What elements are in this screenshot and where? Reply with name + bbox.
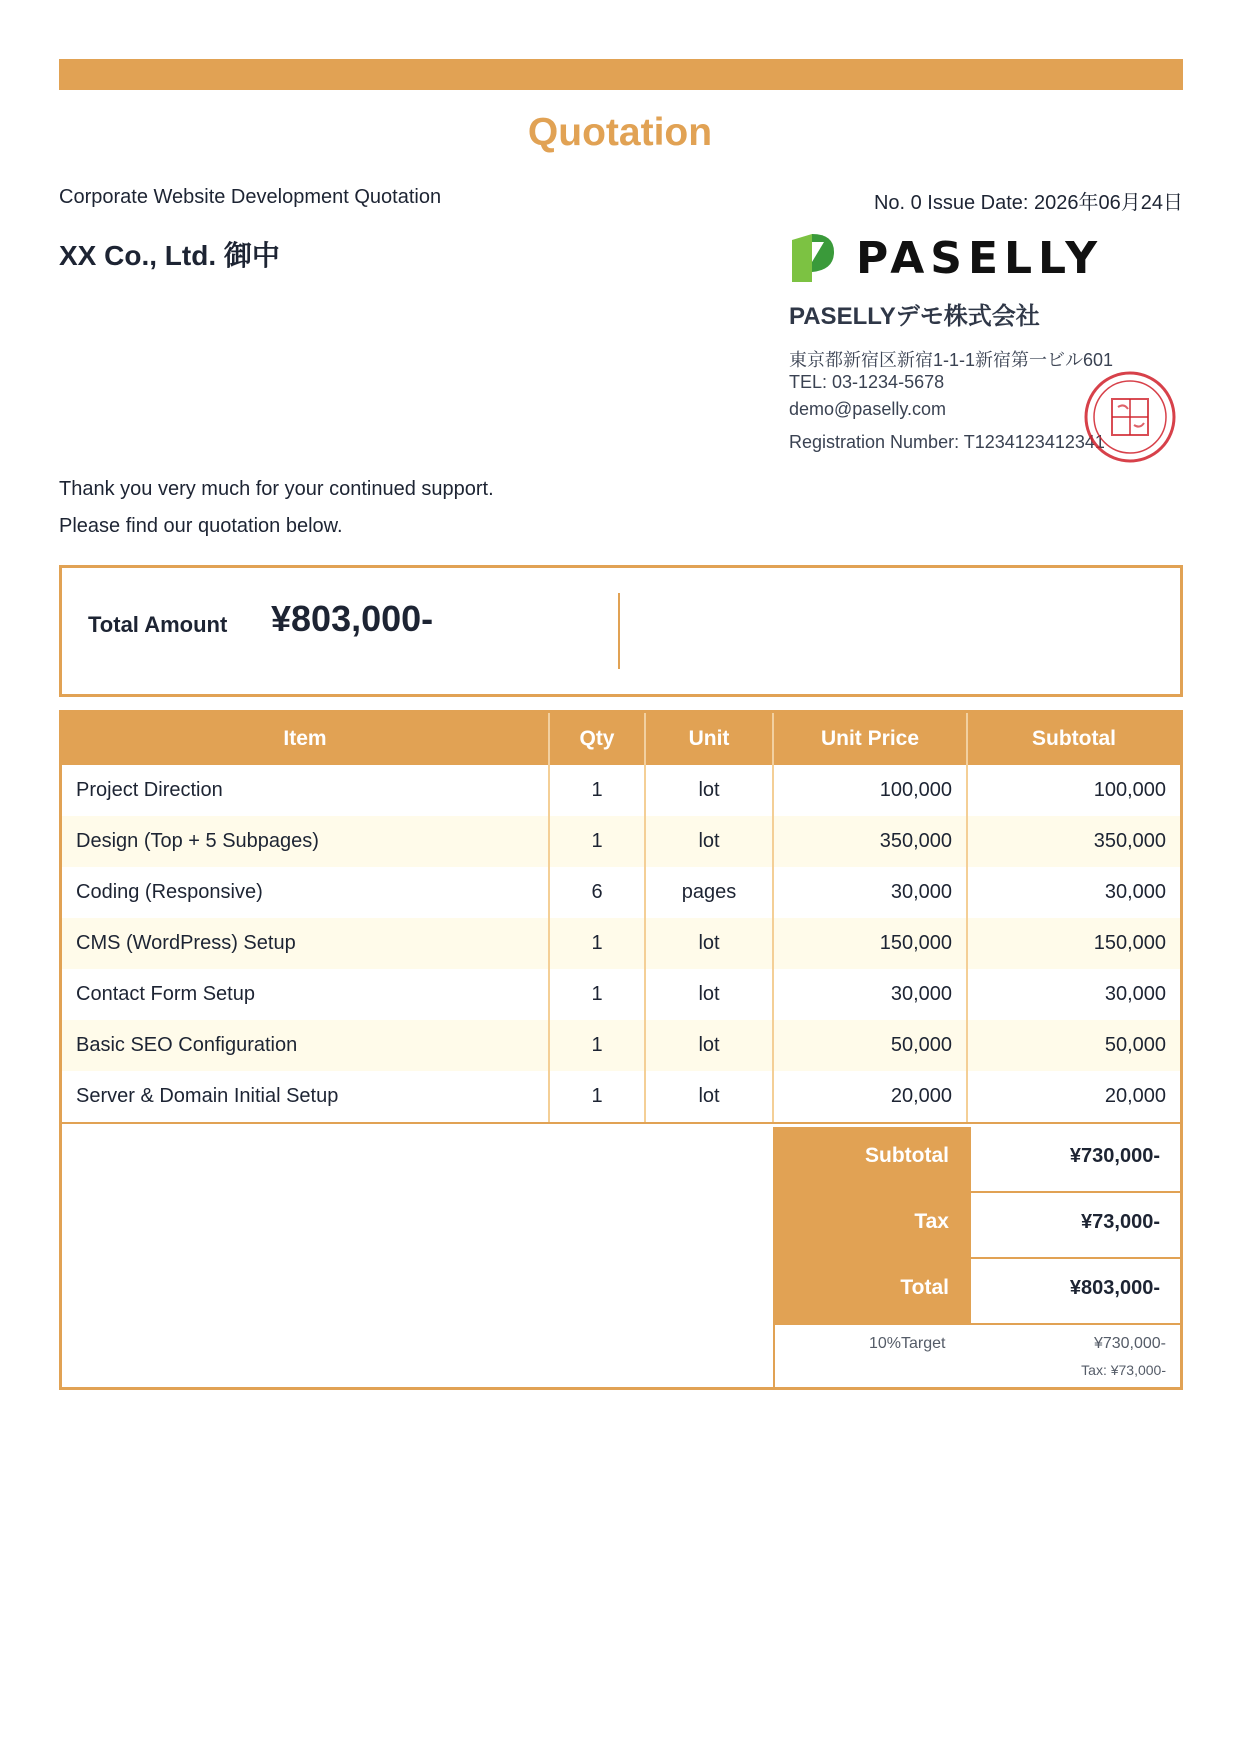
row-subtotal: 30,000 [1104, 881, 1166, 903]
company-logo [788, 232, 1103, 284]
row-unit-price: 30,000 [773, 969, 967, 1020]
items-table [62, 713, 1180, 1124]
row-qty: 1 [549, 1020, 645, 1071]
table-row [62, 1020, 1180, 1071]
table-row [62, 918, 1180, 969]
row-qty: 1 [549, 816, 645, 867]
row-qty: 1 [549, 1071, 645, 1123]
row-unit: lot [645, 1071, 773, 1123]
row-unit: lot [645, 918, 773, 969]
table-header-row [62, 713, 1180, 765]
row-subtotal: 50,000 [967, 1020, 1180, 1071]
logo-wordmark: PASELLY [856, 232, 1104, 284]
greeting-line-2: Please find our quotation below. [59, 515, 343, 537]
client-name: XX Co., Ltd. 御中 [59, 240, 280, 271]
document-title: Quotation [527, 111, 713, 154]
row-unit: lot [645, 1020, 773, 1071]
issue-info: No. 0 Issue Date: 2026年06月24日 [873, 192, 1183, 214]
row-unit-price: 100,000 [773, 765, 967, 816]
registration-number: Registration Number: T1234123412341 [789, 432, 1105, 452]
summary-total-value: ¥803,000- [969, 1259, 1180, 1325]
header-subtotal: Subtotal [967, 713, 1180, 765]
summary-tax-value: ¥73,000- [969, 1193, 1180, 1259]
row-item: CMS (WordPress) Setup [62, 918, 549, 969]
row-unit: lot [645, 816, 773, 867]
row-item: Server & Domain Initial Setup [62, 1071, 549, 1123]
row-unit-price: 20,000 [773, 1071, 967, 1123]
document-subject: Corporate Website Development Quotation [59, 186, 442, 208]
summary-subtotal-value: ¥730,000- [969, 1127, 1180, 1193]
row-subtotal: 100,000 [1093, 779, 1166, 801]
row-qty: 6 [549, 867, 645, 918]
summary-block [775, 1127, 1180, 1325]
row-subtotal: 350,000 [967, 816, 1180, 867]
row-item: Project Direction [62, 765, 549, 816]
summary-subtotal-label: Subtotal [775, 1127, 969, 1193]
top-accent-bar [59, 59, 1183, 90]
table-row [62, 867, 1180, 918]
total-box-divider [618, 593, 620, 669]
table-row [62, 765, 1180, 816]
row-unit-price: 350,000 [773, 816, 967, 867]
row-item: Basic SEO Configuration [62, 1020, 549, 1071]
row-unit-price: 150,000 [773, 918, 967, 969]
header-item: Item [62, 713, 549, 765]
row-qty: 1 [549, 765, 645, 816]
summary-total-row [775, 1259, 1180, 1325]
row-unit-price: 30,000 [773, 867, 967, 918]
row-item: Coding (Responsive) [62, 867, 549, 918]
company-email: demo@paselly.com [789, 399, 946, 419]
row-unit: lot [645, 765, 773, 816]
row-subtotal: 30,000 [1104, 983, 1166, 1005]
tax-breakdown [775, 1325, 1180, 1387]
header-unit-price: Unit Price [773, 713, 967, 765]
summary-tax-label: Tax [775, 1193, 969, 1259]
summary-tax-row [775, 1193, 1180, 1259]
tax-target-amount: ¥730,000- [1093, 1335, 1166, 1352]
company-seal-icon [1082, 369, 1178, 465]
paselly-leaf-icon [788, 232, 836, 284]
total-amount-value: ¥803,000- [271, 598, 434, 639]
header-qty: Qty [549, 713, 645, 765]
row-qty: 1 [549, 918, 645, 969]
total-amount-label: Total Amount [88, 612, 228, 637]
tax-target-label: 10%Target [869, 1335, 946, 1352]
summary-total-label: Total [775, 1259, 969, 1325]
row-unit-price: 50,000 [773, 1020, 967, 1071]
row-subtotal: 150,000 [967, 918, 1180, 969]
row-unit: pages [645, 867, 773, 918]
row-qty: 1 [549, 969, 645, 1020]
company-name: PASELLYデモ株式会社 [789, 303, 1040, 330]
tax-amount: Tax: ¥73,000- [1081, 1362, 1166, 1378]
table-row [62, 969, 1180, 1020]
header-unit: Unit [645, 713, 773, 765]
row-unit: lot [645, 969, 773, 1020]
quotation-table-container [59, 710, 1183, 1390]
row-item: Design (Top + 5 Subpages) [62, 816, 549, 867]
company-address: 東京都新宿区新宿1-1-1新宿第一ビル601 [789, 350, 1114, 370]
greeting-line-1: Thank you very much for your continued support. [59, 478, 494, 500]
table-row [62, 1071, 1180, 1123]
summary-subtotal-row [775, 1127, 1180, 1193]
total-amount-box [59, 565, 1183, 697]
company-tel: TEL: 03-1234-5678 [789, 372, 945, 392]
row-subtotal: 20,000 [967, 1071, 1180, 1123]
table-row [62, 816, 1180, 867]
row-item: Contact Form Setup [62, 969, 549, 1020]
